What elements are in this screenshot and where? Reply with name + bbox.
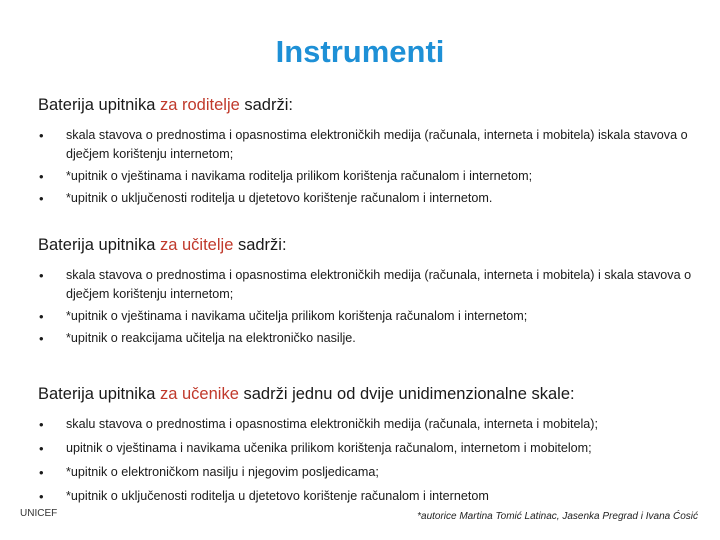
page-title: Instrumenti: [275, 34, 445, 69]
bullet-icon: •: [39, 309, 44, 324]
list-item: [38, 307, 703, 326]
section-roditelji: [38, 95, 703, 211]
list-item: [38, 487, 703, 506]
section-heading: [38, 95, 703, 115]
list-item: [38, 266, 703, 304]
bullet-icon: •: [39, 441, 44, 456]
heading-highlight: za učitelje: [160, 236, 234, 254]
list-item: [38, 126, 703, 164]
bullet-list: [38, 266, 703, 348]
list-item-text: *upitnik o uključenosti roditelja u djetetovo korištenje računalom i internetom: [66, 489, 489, 503]
bullet-icon: •: [39, 191, 44, 206]
bullet-icon: •: [39, 331, 44, 346]
bullet-icon: •: [39, 169, 44, 184]
bullet-icon: •: [39, 268, 44, 283]
list-item: [38, 415, 703, 434]
list-item: [38, 439, 703, 458]
list-item-text: *upitnik o vještinama i navikama učitelja prilikom korištenja računalom i internetom;: [66, 309, 528, 323]
footer-authors: *autorice Martina Tomić Latinac, Jasenka Pregrad i Ivana Ćosić: [417, 511, 698, 522]
list-item-text: *upitnik o reakcijama učitelja na elektroničko nasilje.: [66, 331, 356, 345]
list-item-text: skala stavova o prednostima i opasnostima elektroničkih medija (računala, interneta i mobitela) iskala stavova o dječjem korištenju internetom;: [66, 128, 688, 161]
bullet-list: [38, 415, 703, 506]
bullet-list: [38, 126, 703, 208]
list-item-text: skala stavova o prednostima i opasnostima elektroničkih medija (računala, interneta i mobitela) i skala stavova o dječjem korištenju internetom;: [66, 268, 692, 301]
heading-text: Baterija upitnika: [38, 385, 160, 403]
section-heading: [38, 235, 703, 255]
section-ucitelji: [38, 235, 703, 351]
list-item-text: upitnik o vještinama i navikama učenika prilikom korištenja računalom, internetom i mobitelom;: [66, 441, 592, 455]
heading-highlight: za roditelje: [160, 96, 240, 114]
list-item-text: *upitnik o vještinama i navikama roditelja prilikom korištenja računalom i internetom;: [66, 169, 533, 183]
heading-text: Baterija upitnika: [38, 236, 160, 254]
heading-text: sadrži:: [233, 236, 287, 254]
heading-text: Baterija upitnika: [38, 96, 160, 114]
heading-text: sadrži jednu od dvije unidimenzionalne skale:: [238, 385, 575, 403]
footer-source: UNICEF: [20, 508, 58, 519]
bullet-icon: •: [39, 128, 44, 143]
heading-text: sadrži:: [239, 96, 293, 114]
list-item: [38, 463, 703, 482]
list-item-text: *upitnik o uključenosti roditelja u djetetovo korištenje računalom i internetom.: [66, 191, 493, 205]
heading-highlight: za učenike: [160, 385, 239, 403]
list-item-text: *upitnik o elektroničkom nasilju i njegovim posljedicama;: [66, 465, 379, 479]
bullet-icon: •: [39, 489, 44, 504]
section-heading: [38, 384, 703, 404]
section-ucenici: [38, 384, 703, 511]
bullet-icon: •: [39, 417, 44, 432]
list-item: [38, 189, 703, 208]
bullet-icon: •: [39, 465, 44, 480]
list-item: [38, 329, 703, 348]
list-item-text: skalu stavova o prednostima i opasnostima elektroničkih medija (računala, interneta i mobitela);: [66, 417, 598, 431]
list-item: [38, 167, 703, 186]
